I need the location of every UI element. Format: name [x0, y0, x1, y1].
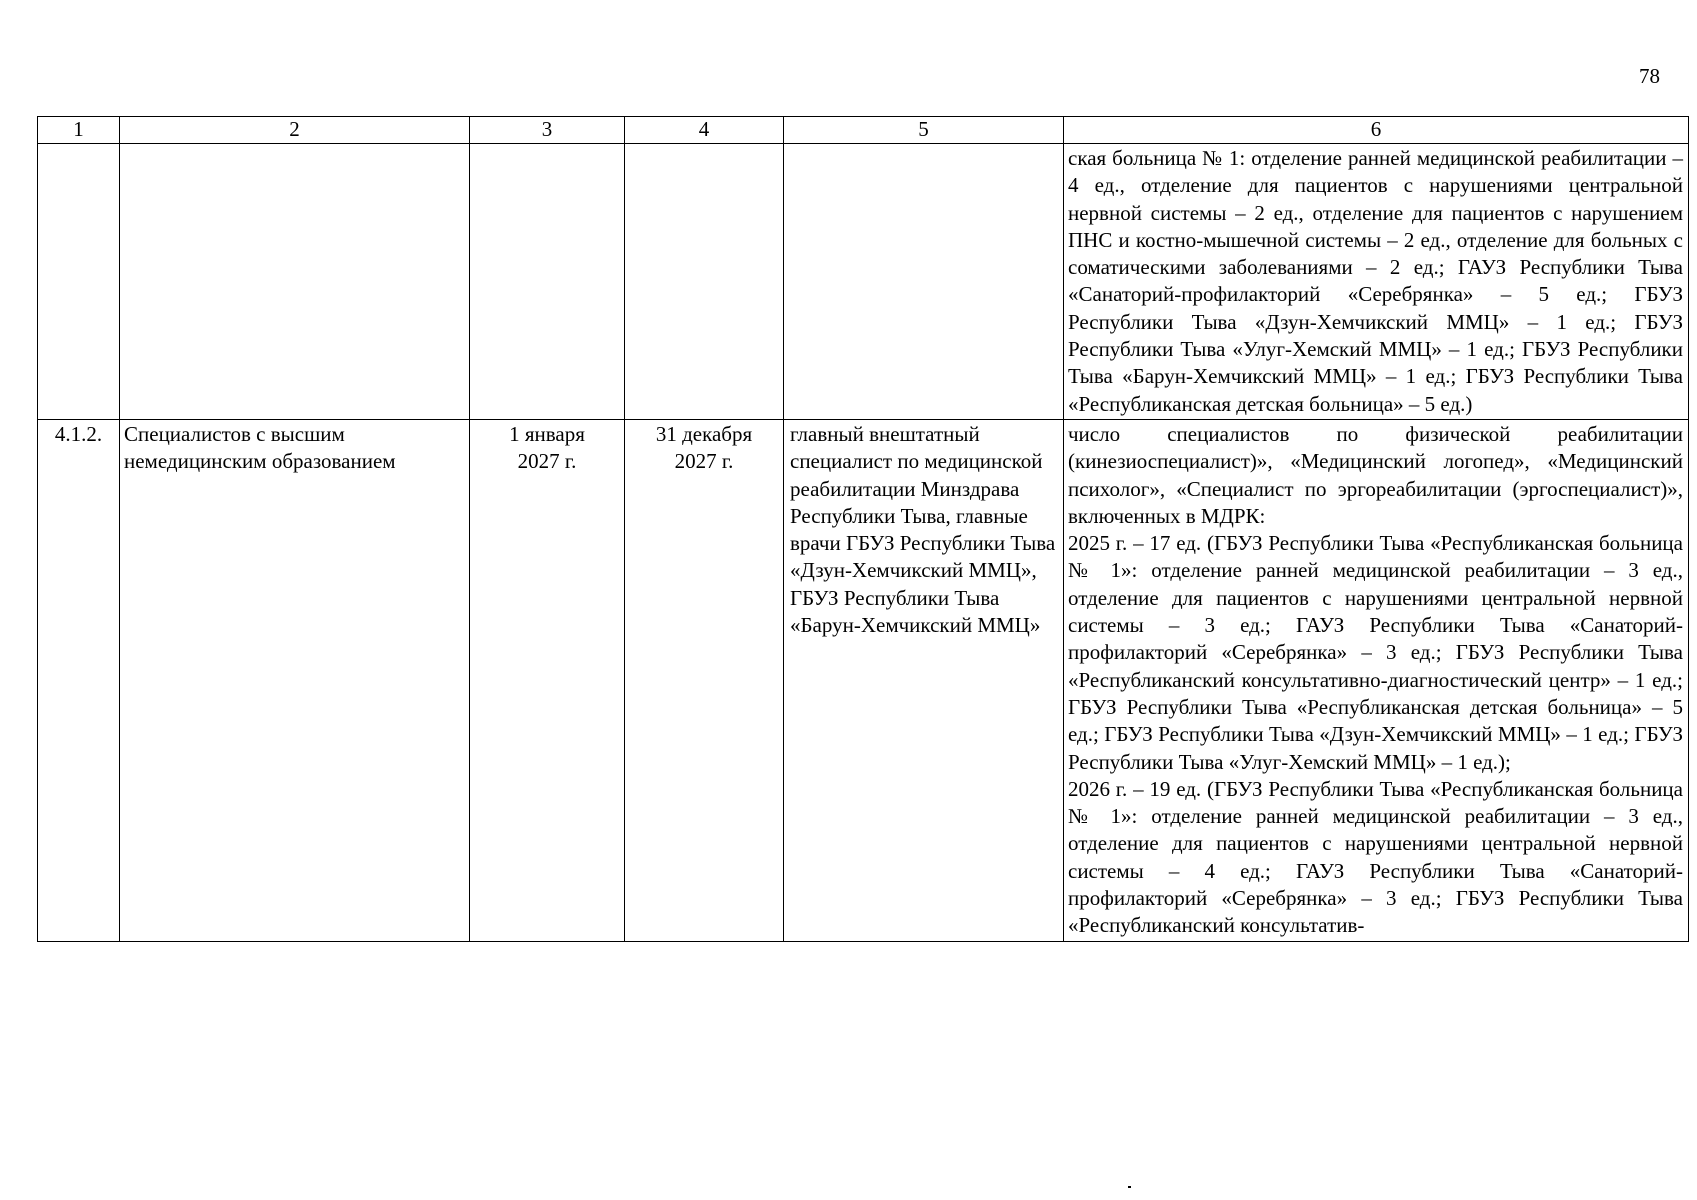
- scan-dot-mark: [1128, 1186, 1131, 1188]
- row-end-date: 31 декабря 2027 г.: [625, 419, 784, 941]
- result-intro: число специалистов по физической реабилитации (кинезиоспециалист)», «Медицинский логопед», «Медицинский психолог», «Специалист по эргореабилитации (эргоспециалист)», включенных в МДРК:: [1068, 421, 1683, 528]
- continuation-cell-2: [120, 144, 470, 420]
- header-col-1: 1: [38, 117, 120, 144]
- result-2026: 2026 г. – 19 ед. (ГБУЗ Республики Тыва «Республиканская больница № 1»: отделение ранней медицинской реабилитации – 3 ед., отделение для пациентов с нарушениями центральной нервной системы – 4 ед.; ГАУЗ Республики Тыва «Санаторий-профилакторий «Серебрянка» – 3 ед.; ГБУЗ Республики Тыва «Республиканский консультатив-: [1068, 776, 1683, 938]
- continuation-result: ская больница № 1: отделение ранней медицинской реабилитации – 4 ед., отделение для пациентов с нарушениями центральной нервной системы – 2 ед., отделение для пациентов с нарушением ПНС и костно-мышечной системы – 2 ед., отделение для больных с соматическими заболеваниями – 2 ед.; ГАУЗ Республики Тыва «Санаторий-профилакторий «Серебрянка» – 5 ед.; ГБУЗ Республики Тыва «Дзун-Хемчикский ММЦ» – 1 ед.; ГБУЗ Республики Тыва «Улуг-Хемский ММЦ» – 1 ед.; ГБУЗ Республики Тыва «Барун-Хемчикский ММЦ» – 1 ед.; ГБУЗ Республики Тыва «Республиканская детская больница» – 5 ед.): [1064, 144, 1689, 420]
- header-col-2: 2: [120, 117, 470, 144]
- header-col-4: 4: [625, 117, 784, 144]
- row-result: [1064, 419, 1689, 941]
- continuation-cell-3: [470, 144, 625, 420]
- continuation-cell-4: [625, 144, 784, 420]
- result-2025: 2025 г. – 17 ед. (ГБУЗ Республики Тыва «Республиканская больница № 1»: отделение ранней медицинской реабилитации – 3 ед., отделение для пациентов с нарушениями центральной нервной системы – 3 ед.; ГАУЗ Республики Тыва «Санаторий-профилакторий «Серебрянка» – 3 ед.; ГБУЗ Республики Тыва «Республиканский консультативно-диагностический центр» – 1 ед.; ГБУЗ Республики Тыва «Республиканская детская больница» – 5 ед.; ГБУЗ Республики Тыва «Дзун-Хемчикский ММЦ» – 1 ед.; ГБУЗ Республики Тыва «Улуг-Хемский ММЦ» – 1 ед.);: [1068, 531, 1683, 774]
- row-start-date: 1 января 2027 г.: [470, 419, 625, 941]
- row-number: 4.1.2.: [38, 419, 120, 941]
- table-header: [38, 117, 1689, 144]
- header-row: [38, 117, 1689, 144]
- row-responsible: главный внештатный специалист по медицинской реабилитации Минздрава Республики Тыва, главные врачи ГБУЗ Республики Тыва «Дзун-Хемчикский ММЦ», ГБУЗ Республики Тыва «Барун-Хемчикский ММЦ»: [784, 419, 1064, 941]
- continuation-row: [38, 144, 1689, 420]
- header-col-6: 6: [1064, 117, 1689, 144]
- continuation-cell-1: [38, 144, 120, 420]
- header-col-3: 3: [470, 117, 625, 144]
- row-name: Специалистов с высшим немедицинским образованием: [120, 419, 470, 941]
- continuation-cell-5: [784, 144, 1064, 420]
- plan-table: [37, 116, 1689, 942]
- table-row-4-1-2: [38, 419, 1689, 941]
- header-col-5: 5: [784, 117, 1064, 144]
- page-number: 78: [1639, 64, 1660, 88]
